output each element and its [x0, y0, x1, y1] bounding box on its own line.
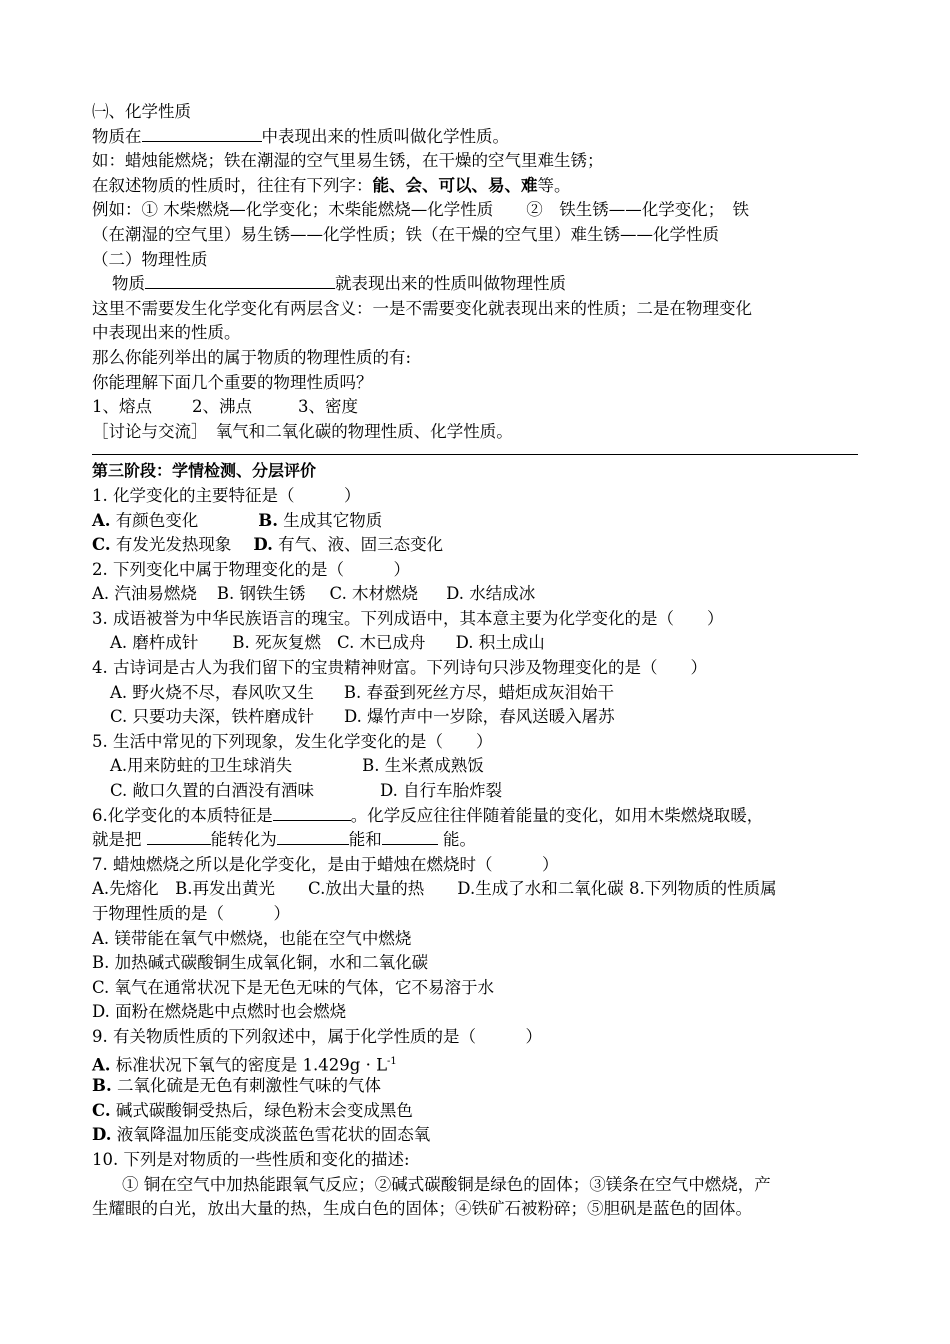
q9-option-b — [92, 1074, 862, 1099]
question-10: 10. 下列是对物质的一些性质和变化的描述: — [92, 1149, 410, 1169]
fill-blank — [142, 125, 262, 142]
section1-title: ㈠、化学性质 — [92, 102, 191, 121]
example-line-1: 例如：① 木柴燃烧—化学变化；木柴能燃烧—化学性质 ② 铁生锈——化学变化； 铁 — [92, 200, 749, 220]
props-line — [92, 395, 862, 420]
q8-option-b: B. 加热碱式碳酸铜生成氧化铜，水和二氧化碳 — [92, 953, 429, 973]
def-pre-text: 物质 — [112, 274, 145, 294]
option-label: C. — [92, 535, 111, 555]
option: A. 野火烧不尽，春风吹又生 — [110, 682, 314, 702]
q5-options-ab — [92, 754, 862, 779]
keywords-line — [92, 174, 862, 199]
q1-options-cd — [92, 533, 862, 558]
q6-text: 能。 — [437, 830, 476, 850]
option-text: 有发光发热现象 — [115, 535, 232, 555]
keywords-bold: 能、会、可以、易、难 — [372, 175, 538, 195]
q5-options-cd — [92, 779, 862, 804]
q8-option-a: A. 镁带能在氧气中燃烧，也能在空气中燃烧 — [92, 928, 412, 948]
def-pre-text: 物质在 — [92, 126, 142, 146]
q9-option-a — [92, 1050, 862, 1075]
def-post-text: 就表现出来的性质叫做物理性质 — [335, 274, 566, 294]
q10-line2: 生耀眼的白光，放出大量的热，生成白色的固体；④铁矿石被粉碎；⑤胆矾是蓝色的固体。 — [92, 1199, 752, 1219]
fill-blank — [277, 828, 349, 845]
option-text: 碱式碳酸铜受热后，绿色粉末会变成黑色 — [115, 1100, 413, 1120]
q7-options: A.先熔化 B.再发出黄光 C.放出大量的热 D.生成了水和二氧化碳 8.下列物质的性质属 — [92, 879, 777, 899]
option-label: A. — [92, 1055, 111, 1075]
option-text: 液氧降温加压能变成淡蓝色雪花状的固态氧 — [116, 1125, 431, 1145]
option-text: 标准状况下氧气的密度是 1.429g · L — [115, 1055, 388, 1075]
q6-text: 能和 — [348, 830, 382, 850]
q3-options — [92, 631, 862, 656]
question-understand: 你能理解下面几个重要的物理性质吗？ — [92, 372, 373, 392]
q9-option-c — [92, 1099, 862, 1124]
keywords-pre: 在叙述物质的性质时，往往有下列字： — [92, 175, 373, 195]
section2-title: （二）物理性质 — [92, 249, 208, 269]
option: C. 敞口久置的白酒没有酒味 — [110, 781, 315, 801]
fill-blank — [382, 828, 438, 845]
option-text: 生成其它物质 — [283, 510, 383, 530]
option: A.用来防蛀的卫生球消失 — [110, 756, 293, 776]
stage3-heading: 第三阶段：学情检测、分层评价 — [92, 461, 317, 481]
prop-melting-point: 1、熔点 — [92, 397, 152, 417]
prop-density: 3、密度 — [298, 397, 358, 417]
option: C. 木已成舟 — [337, 633, 426, 653]
q4-options-ab — [92, 681, 862, 706]
option-label: D. — [92, 1125, 112, 1145]
fill-blank — [273, 804, 351, 821]
q8-option-d: D. 面粉在燃烧匙中点燃时也会燃烧 — [92, 1002, 347, 1022]
option: C. 木材燃烧 — [329, 584, 419, 604]
question-2: 2. 下列变化中属于物理变化的是（ ） — [92, 559, 410, 579]
option-label: B. — [258, 510, 278, 530]
option: C. 只要功夫深，铁杵磨成针 — [110, 707, 315, 727]
option: D. 积土成山 — [455, 633, 545, 653]
option: D. 爆竹声中一岁除，春风送暖入屠苏 — [344, 707, 615, 727]
q8-option-c: C. 氧气在通常状况下是无色无味的气体，它不易溶于水 — [92, 977, 495, 997]
question-9: 9. 有关物质性质的下列叙述中，属于化学性质的是（ ） — [92, 1026, 542, 1046]
superscript: -1 — [387, 1055, 397, 1067]
fill-blank — [147, 828, 211, 845]
question-5: 5. 生活中常见的下列现象，发生化学变化的是（ ） — [92, 731, 493, 751]
question-6-line2 — [92, 828, 862, 853]
question-6-line1 — [92, 804, 862, 829]
chem-property-definition — [92, 125, 862, 150]
question-7: 7. 蜡烛燃烧之所以是化学变化，是由于蜡烛在燃烧时（ ） — [92, 854, 559, 874]
option: D. 自行车胎炸裂 — [380, 781, 503, 801]
fill-blank — [145, 272, 335, 289]
q2-options — [92, 582, 862, 607]
meaning-line-2: 中表现出来的性质。 — [92, 323, 241, 343]
option-label: C. — [92, 1100, 111, 1120]
q6-text: 就是把 — [92, 830, 147, 850]
question-4: 4. 古诗词是古人为我们留下的宝贵精神财富。下列诗句只涉及物理变化的是（ ） — [92, 658, 707, 678]
q9-option-d — [92, 1123, 862, 1148]
discussion-line: ［讨论与交流］ 氧气和二氧化碳的物理性质、化学性质。 — [92, 421, 513, 441]
option-label: D. — [253, 535, 273, 555]
prop-boiling-point: 2、沸点 — [192, 397, 252, 417]
example-line-2: （在潮湿的空气里）易生锈——化学性质；铁（在干燥的空气里）难生锈——化学性质 — [92, 224, 719, 244]
question-8-cont: 于物理性质的是（ ） — [92, 904, 290, 923]
option-text: 有气、液、固三态变化 — [278, 535, 444, 555]
phys-property-definition — [92, 272, 862, 297]
option-text: 二氧化硫是无色有刺激性气味的气体 — [116, 1076, 381, 1096]
q1-options-ab — [92, 509, 862, 534]
q6-text: 。化学反应往往伴随着能量的变化，如用木柴燃烧取暖， — [350, 805, 764, 825]
option-label: A. — [92, 510, 111, 530]
divider — [92, 454, 858, 455]
document-page — [92, 100, 862, 1222]
q10-line1: ① 铜在空气中加热能跟氧气反应；②碱式碳酸铜是绿色的固体；③镁条在空气中燃烧，产 — [122, 1174, 771, 1194]
question-1: 1. 化学变化的主要特征是（ ） — [92, 485, 361, 505]
option: A. 汽油易燃烧 — [92, 584, 197, 604]
q6-text: 能转化为 — [210, 830, 277, 850]
q4-options-cd — [92, 705, 862, 730]
q6-text: 6.化学变化的本质特征是 — [92, 805, 273, 825]
option: B. 钢铁生锈 — [216, 584, 306, 604]
option: B. 死灰复燃 — [232, 633, 322, 653]
option-label: B. — [92, 1076, 112, 1096]
option: B. 生米煮成熟饭 — [362, 756, 484, 776]
meaning-line-1: 这里不需要发生化学变化有两层含义：一是不需要变化就表现出来的性质；二是在物理变化 — [92, 298, 752, 318]
keywords-post: 等。 — [537, 175, 571, 195]
option: B. 春蚕到死丝方尽，蜡炬成灰泪始干 — [343, 682, 615, 702]
example-line: 如：蜡烛能燃烧；铁在潮湿的空气里易生锈，在干燥的空气里难生锈； — [92, 151, 604, 171]
question-list-props: 那么你能列举出的属于物质的物理性质的有: — [92, 347, 412, 367]
option: A. 磨杵成针 — [110, 633, 199, 653]
option: D. 水结成冰 — [446, 584, 536, 604]
option-text: 有颜色变化 — [115, 510, 199, 530]
question-3: 3. 成语被誉为中华民族语言的瑰宝。下列成语中，其本意主要为化学变化的是（ ） — [92, 608, 724, 628]
def-post-text: 中表现出来的性质叫做化学性质。 — [261, 126, 509, 146]
